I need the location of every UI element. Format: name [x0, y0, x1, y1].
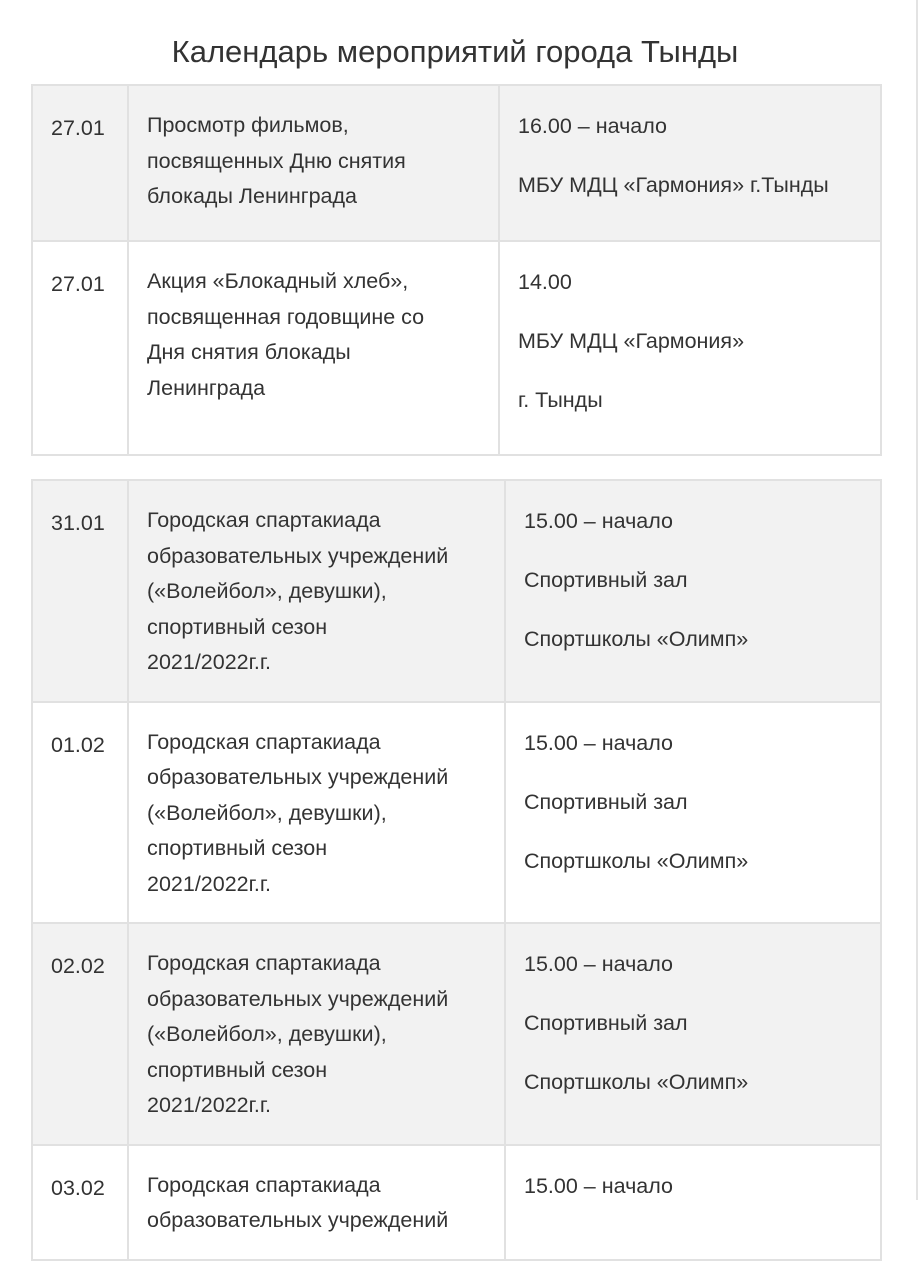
table-row	[32, 923, 881, 1145]
event-time: 16.00 – начало	[518, 114, 667, 138]
page-title: Календарь мероприятий города Тынды	[171, 34, 739, 69]
event-description-line: блокады Ленинграда	[147, 184, 357, 208]
event-description-line: спортивный сезон	[147, 614, 328, 639]
table-row	[32, 85, 881, 241]
event-venue: Спортивный зал	[524, 1011, 688, 1035]
event-description-line: спортивный сезон	[147, 1057, 328, 1082]
event-time: 15.00 – начало	[524, 730, 673, 755]
events-table-sports	[31, 479, 882, 1261]
event-venue-name: Спортшколы «Олимп»	[524, 1070, 749, 1094]
event-description-line: Городская спартакиада	[147, 951, 381, 975]
event-description	[128, 702, 505, 924]
event-description-line: 2021/2022г.г.	[147, 871, 272, 896]
event-description-line: («Волейбол», девушки),	[147, 579, 387, 603]
event-description-line: Городская спартакиада	[147, 508, 381, 532]
event-venue: МБУ МДЦ «Гармония» г.Тынды	[518, 173, 829, 197]
event-venue: МБУ МДЦ «Гармония»	[518, 329, 745, 353]
event-description-line: посвященная годовщине со	[147, 304, 425, 329]
event-description	[128, 85, 499, 241]
event-description-line: Городская спартакиада	[147, 729, 381, 754]
event-time: 15.00 – начало	[524, 952, 673, 976]
event-time: 15.00 – начало	[524, 1173, 673, 1198]
event-time: 14.00	[518, 270, 572, 294]
event-info	[505, 702, 881, 924]
event-info	[505, 1145, 881, 1260]
event-description-line: образовательных учреждений	[147, 765, 449, 789]
table-row	[32, 1145, 881, 1260]
events-table-january	[31, 84, 882, 456]
event-date: 31.01	[32, 480, 128, 702]
event-description-line: Дня снятия блокады	[147, 340, 351, 364]
event-info	[505, 480, 881, 702]
event-description-line: посвященных Дню снятия	[147, 148, 406, 173]
event-description-line: 2021/2022г.г.	[147, 1093, 272, 1117]
event-info	[505, 923, 881, 1145]
event-info	[499, 85, 881, 241]
table-row	[32, 702, 881, 924]
event-description-line: («Волейбол», девушки),	[147, 1022, 387, 1046]
event-date: 01.02	[32, 702, 128, 924]
event-venue-city: г. Тынды	[518, 388, 603, 412]
event-description	[128, 923, 505, 1145]
event-description-line: («Волейбол», девушки),	[147, 800, 387, 825]
event-description-line: образовательных учреждений	[147, 986, 449, 1011]
event-date: 02.02	[32, 923, 128, 1145]
event-date: 03.02	[32, 1145, 128, 1260]
table-row	[32, 241, 881, 455]
event-description	[128, 480, 505, 702]
event-venue-name: Спортшколы «Олимп»	[524, 627, 749, 651]
event-description-line: спортивный сезон	[147, 836, 328, 860]
event-venue-name: Спортшколы «Олимп»	[524, 848, 749, 873]
event-time: 15.00 – начало	[524, 509, 673, 533]
event-description	[128, 241, 499, 455]
event-description-line: Городская спартакиада	[147, 1172, 381, 1197]
event-info	[499, 241, 881, 455]
event-venue: Спортивный зал	[524, 789, 688, 814]
event-description-line: Просмотр фильмов,	[147, 113, 349, 137]
event-description-line: образовательных учреждений	[147, 1208, 449, 1232]
event-venue: Спортивный зал	[524, 568, 688, 592]
event-description	[128, 1145, 505, 1260]
event-description-line: образовательных учреждений	[147, 543, 449, 568]
event-description-line: Акция «Блокадный хлеб»,	[147, 269, 409, 293]
event-description-line: Ленинграда	[147, 375, 266, 400]
table-row	[32, 480, 881, 702]
event-date: 27.01	[32, 85, 128, 241]
event-date: 27.01	[32, 241, 128, 455]
event-description-line: 2021/2022г.г.	[147, 650, 272, 674]
